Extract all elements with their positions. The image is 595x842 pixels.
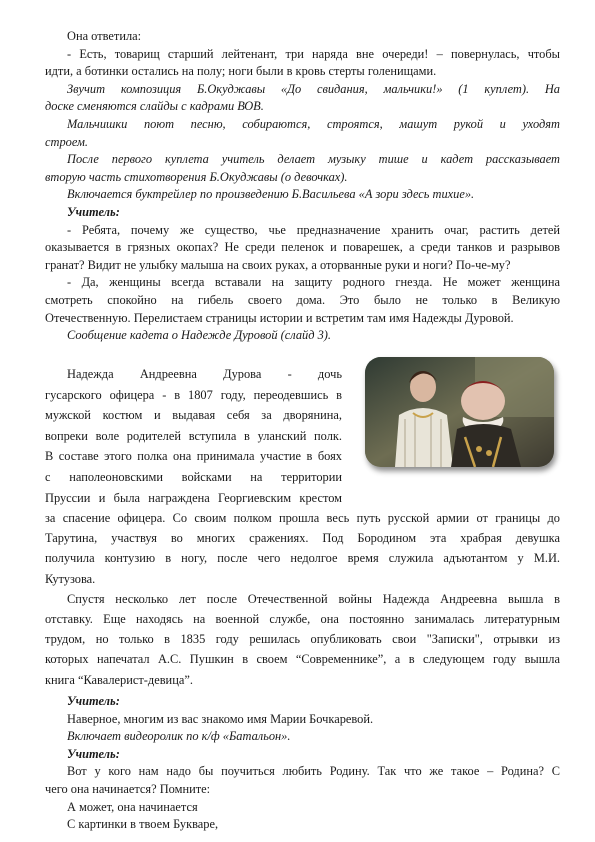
top-text-line: доске сменяются слайды с кадрами ВОВ. <box>45 99 264 114</box>
top-text-line: - Ребята, почему же существо, чье предназначение хранить очаг, растить детей <box>67 222 560 237</box>
top-text-line: Она ответила: <box>67 29 142 43</box>
durova-full-line: трудом, но только в 1835 году решилась опубликовать свои "Записки", отрывки из <box>45 632 560 647</box>
top-text-line: Звучит композиция Б.Окуджавы «До свидания, мальчики!» (1 куплет). На <box>67 81 560 96</box>
bottom-text-line: А может, она начинается <box>67 799 198 814</box>
durova-wrapped-line: мужской костюм и выдавая себя за дворянина, <box>45 408 342 423</box>
top-text-line: оказывается в грязных окопах? Не среди пеленок и поварешек, а среди танков и разрывов <box>45 240 560 255</box>
top-text-line: После первого куплета учитель делает музыку тише и кадет рассказывает <box>67 152 560 167</box>
top-text-line: Включается буктрейлер по произведению Б.Васильева «А зори здесь тихие». <box>67 187 475 202</box>
durova-full-line: за спасение офицера. Со своим полком прошла весь путь русской армии от границы до <box>45 511 560 525</box>
top-text-line: гранат? Видит не улыбку малыша на своих руках, а оторванные руки и ноги? По-че-му? <box>45 257 511 272</box>
film-still-icon <box>365 357 554 467</box>
film-still-photo <box>365 357 554 467</box>
durova-full-line: книга “Кавалерист-девица”. <box>45 672 193 687</box>
durova-wrapped-line: вопреки воле родителей вступила в уланский полк. <box>45 428 342 443</box>
bottom-text-line: Наверное, многим из вас знакомо имя Марии Бочкаревой. <box>67 711 374 726</box>
top-text-block <box>45 28 560 345</box>
top-text-line: идти, а ботинки остались на полу; ноги были в кровь стерты голенищами. <box>45 64 437 79</box>
top-text-line: Сообщение кадета о Надежде Дуровой (слайд 3). <box>67 328 331 343</box>
bottom-text-line: Включает видеоролик по к/ф «Батальон». <box>67 729 291 744</box>
durova-wrapped-line: с наполеоновскими войсками на территории <box>45 469 342 484</box>
bottom-text-line: Вот у кого нам надо бы поучиться любить Родину. Так что же такое – Родина? С <box>67 764 560 779</box>
durova-full-line: которых напечатал А.С. Пушкин в своем “Современнике”, а в следующем году вышла <box>45 652 560 667</box>
durova-full-line: Кутузова. <box>45 571 96 586</box>
top-text-line: Отечественную. Перелистаем страницы истории и встретим там имя Надежды Дуровой. <box>45 310 514 325</box>
durova-wrapped-line: Пруссии и была награждена Георгиевским крестом <box>45 490 342 505</box>
durova-wrapped-text <box>45 364 342 508</box>
bottom-text-line: чего она начинается? Помните: <box>45 781 211 796</box>
durova-wrapped-line: В составе этого полка она принимала участие в боях <box>45 449 342 464</box>
durova-wrapped-line: Надежда Андреевна Дурова - дочь <box>67 367 342 381</box>
durova-full-text <box>45 508 560 690</box>
durova-full-line: Тарутина, участвуя во многих сражениях. Под Бородином эта храбрая девушка <box>45 531 560 546</box>
top-text-line: Учитель: <box>67 204 120 219</box>
durova-wrapped-line: гусарского офицера - в 1807 году, переодевшись в <box>45 387 342 402</box>
bottom-text-line: С картинки в твоем Букваре, <box>67 817 219 832</box>
bottom-text-line: Учитель: <box>67 746 120 761</box>
top-text-line: вторую часть стихотворения Б.Окуджавы (о девочках). <box>45 169 348 184</box>
bottom-text-line: Учитель: <box>67 694 120 708</box>
top-text-line: Мальчишки поют песню, собираются, строятся, машут рукой и уходят <box>67 116 560 131</box>
top-text-line: строем. <box>45 134 89 149</box>
top-text-line: - Есть, товарищ старший лейтенант, три наряда вне очереди! – повернулась, чтобы <box>67 46 560 61</box>
durova-full-line: отставку. Еще находясь на военной службе, она постоянно занималась литературным <box>45 612 560 627</box>
bottom-text-block <box>45 693 560 834</box>
durova-full-line: Спустя несколько лет после Отечественной войны Надежда Андреевна вышла в <box>67 591 560 606</box>
top-text-line: - Да, женщины всегда вставали на защиту родного гнезда. Не может женщина <box>67 275 560 290</box>
durova-full-line: получила контузию в ногу, после чего недолгое время служила адъютантом у М.И. <box>45 551 560 566</box>
top-text-line: смотреть спокойно на гибель своего дома. Это было не только в Великую <box>45 292 560 307</box>
